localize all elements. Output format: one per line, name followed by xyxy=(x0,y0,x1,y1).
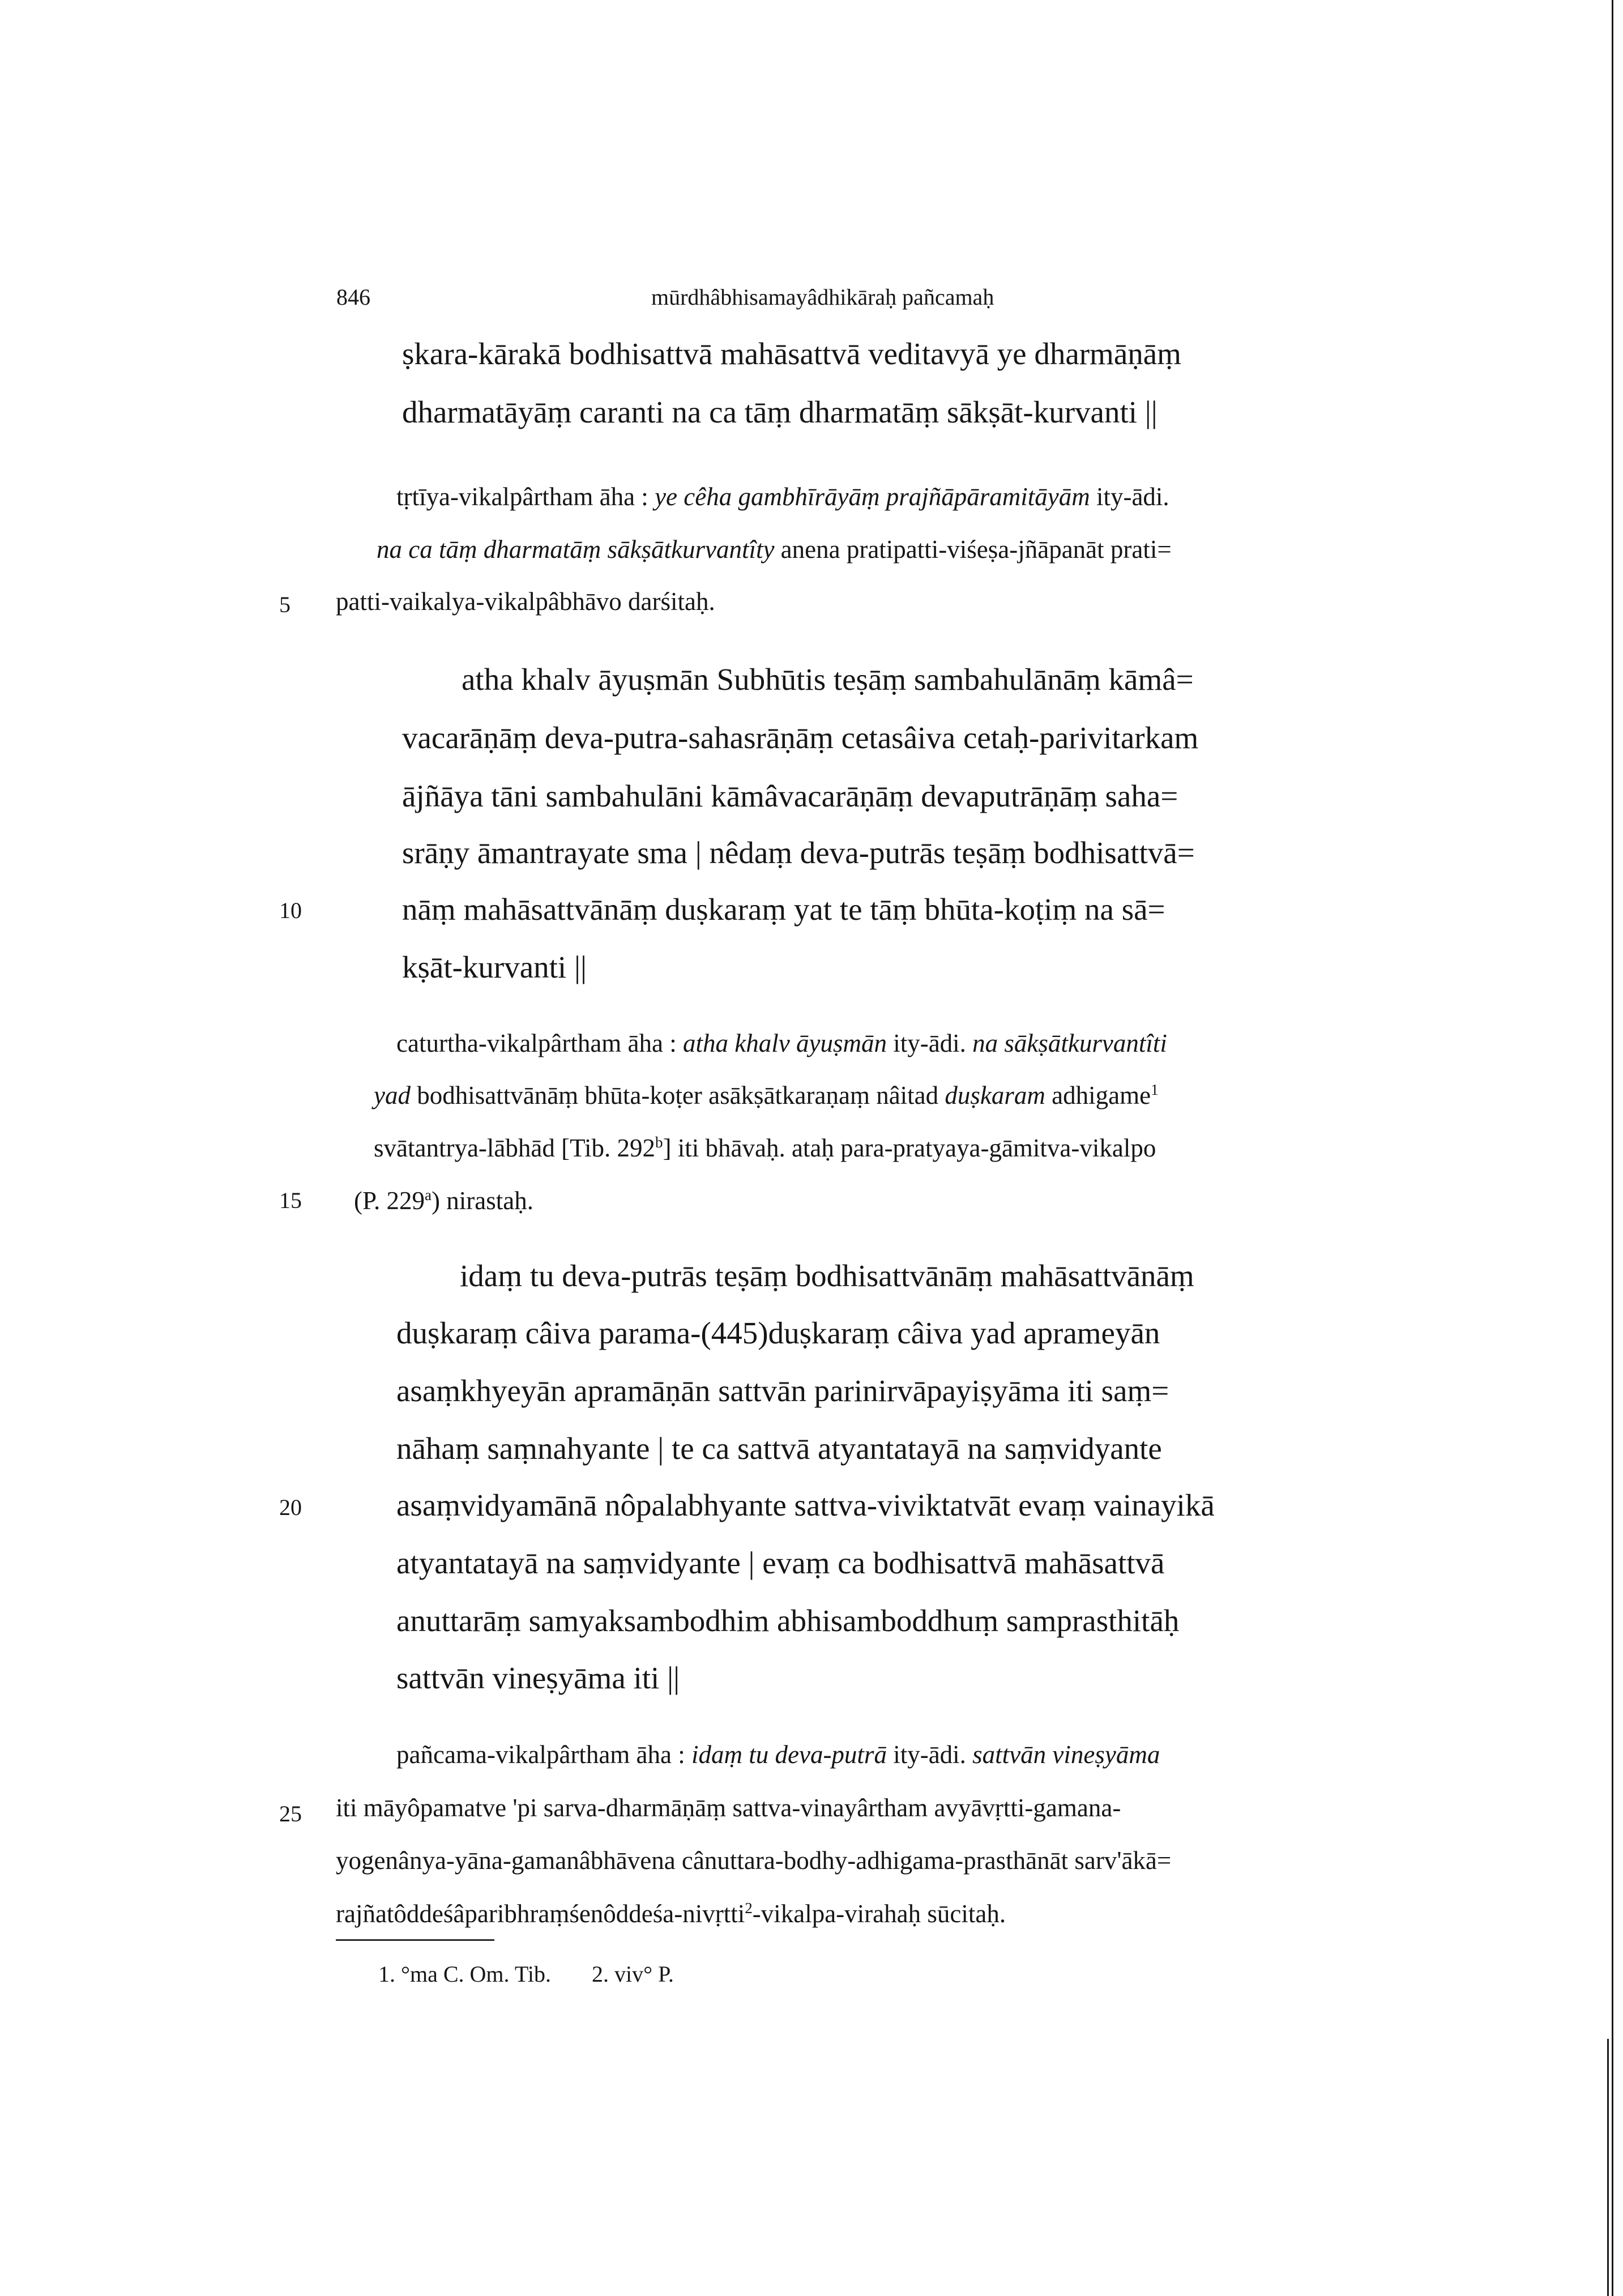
main-text-line: dharmatāyāṃ caranti na ca tāṃ dharmatāṃ sākṣāt-kurvanti || xyxy=(402,395,1158,429)
commentary-text: -vikalpa-virahaḥ sūcitaḥ. xyxy=(752,1900,1006,1928)
commentary-line xyxy=(396,1742,1160,1768)
commentary-text: caturtha-vikalpârtham āha : xyxy=(396,1029,684,1057)
commentary-quote: ye cêha gambhīrāyāṃ prajñāpāramitāyām xyxy=(655,483,1090,511)
main-text-line: sattvān vineṣyāma iti || xyxy=(396,1661,680,1695)
commentary-line xyxy=(374,1136,1156,1161)
scan-edge-line xyxy=(1607,2039,1609,2296)
commentary-text: ] iti bhāvaḥ. ataḥ para-pratyaya-gāmitva-vikalpo xyxy=(663,1134,1156,1162)
folio-marker: a xyxy=(425,1187,432,1204)
footnote-rule xyxy=(336,1939,494,1941)
commentary-quote: yad xyxy=(374,1081,411,1109)
commentary-line xyxy=(396,484,1169,510)
commentary-text: adhigame xyxy=(1045,1081,1151,1109)
line-number-25: 25 xyxy=(279,1801,302,1826)
main-text-line: ājñāya tāni sambahulāni kāmâvacarāṇāṃ devaputrāṇāṃ saha= xyxy=(402,779,1178,813)
commentary-quote: na sākṣātkurvantîti xyxy=(972,1029,1167,1057)
main-text-line: asaṃkhyeyān apramāṇān sattvān parinirvāpayiṣyāma iti saṃ= xyxy=(396,1373,1169,1408)
main-text-line: idaṃ tu deva-putrās teṣāṃ bodhisattvānāṃ mahāsattvānāṃ xyxy=(460,1258,1194,1293)
main-text-line: asaṃvidyamānā nôpalabhyante sattva-viviktatvāt evaṃ vainayikā xyxy=(396,1488,1215,1522)
commentary-text: (P. 229 xyxy=(354,1187,425,1215)
commentary-line xyxy=(396,1031,1167,1056)
commentary-line: patti-vaikalya-vikalpâbhāvo darśitaḥ. xyxy=(336,587,715,616)
commentary-text: svātantrya-lābhād [Tib. 292 xyxy=(374,1134,655,1162)
main-text-line: srāṇy āmantrayate sma | nêdaṃ deva-putrās teṣāṃ bodhisattvā= xyxy=(402,835,1195,870)
commentary-text: tṛtīya-vikalpârtham āha : xyxy=(396,483,655,511)
commentary-line xyxy=(374,1083,1159,1108)
running-title: mūrdhâbhisamayâdhikāraḥ pañcamaḥ xyxy=(651,284,994,310)
commentary-line: yogenânya-yāna-gamanâbhāvena cânuttara-bodhy-adhigama-prasthānāt sarv'ākā= xyxy=(336,1846,1172,1875)
main-text-line: nāhaṃ saṃnahyante | te ca sattvā atyantatayā na saṃvidyante xyxy=(396,1431,1162,1466)
commentary-line xyxy=(354,1188,533,1214)
commentary-line xyxy=(336,1901,1006,1927)
main-text-line: duṣkaraṃ câiva parama-(445)duṣkaraṃ câiva yad aprameyān xyxy=(396,1316,1160,1350)
commentary-text: ity-ādi. xyxy=(886,1740,973,1769)
main-text-line: atyantatayā na saṃvidyante | evaṃ ca bodhisattvā mahāsattvā xyxy=(396,1546,1165,1580)
commentary-text: ity-ādi. xyxy=(886,1029,973,1057)
commentary-quote: na ca tāṃ dharmatāṃ sākṣātkurvantîty xyxy=(377,535,775,564)
commentary-quote: sattvān vineṣyāma xyxy=(972,1740,1160,1769)
main-text-line: vacarāṇāṃ deva-putra-sahasrāṇāṃ cetasâiva cetaḥ-parivitarkam xyxy=(402,720,1199,755)
commentary-text: ity-ādi. xyxy=(1090,483,1169,511)
main-text-line: anuttarāṃ samyaksambodhim abhisamboddhuṃ samprasthitāḥ xyxy=(396,1603,1180,1638)
footnote-marker: 2 xyxy=(745,1900,753,1917)
main-text-line: ṣkara-kārakā bodhisattvā mahāsattvā veditavyā ye dharmāṇāṃ xyxy=(402,336,1181,371)
commentary-text: pañcama-vikalpârtham āha : xyxy=(396,1740,691,1769)
line-number-10: 10 xyxy=(279,898,302,923)
footnote-2: 2. viv° P. xyxy=(591,1961,674,1987)
page-number: 846 xyxy=(336,284,370,310)
commentary-text: anena pratipatti-viśeṣa-jñāpanāt prati= xyxy=(774,535,1172,564)
commentary-text: rajñatôddeśâparibhraṃśenôddeśa-nivṛtti xyxy=(336,1900,745,1928)
commentary-text: bodhisattvānāṃ bhūta-koṭer asākṣātkaraṇaṃ nâitad xyxy=(410,1081,945,1109)
line-number-15: 15 xyxy=(279,1188,302,1213)
commentary-quote: idaṃ tu deva-putrā xyxy=(691,1740,887,1769)
footnote-1: 1. °ma C. Om. Tib. xyxy=(378,1961,551,1987)
commentary-line: iti māyôpamatve 'pi sarva-dharmāṇāṃ sattva-vinayârtham avyāvṛtti-gamana- xyxy=(336,1794,1121,1822)
scan-edge-line xyxy=(1612,0,1613,2296)
main-text-line: kṣāt-kurvanti || xyxy=(402,950,587,984)
commentary-line xyxy=(377,537,1172,562)
commentary-quote: duṣkaram xyxy=(945,1081,1045,1109)
folio-marker: b xyxy=(655,1134,663,1151)
main-text-line: atha khalv āyuṣmān Subhūtis teṣāṃ sambahulānāṃ kāmâ= xyxy=(462,662,1194,697)
footnotes xyxy=(378,1963,674,1986)
main-text-line: nāṃ mahāsattvānāṃ duṣkaraṃ yat te tāṃ bhūta-koṭiṃ na sā= xyxy=(402,892,1165,927)
line-number-20: 20 xyxy=(279,1495,302,1520)
footnote-marker: 1 xyxy=(1151,1081,1159,1098)
line-number-5: 5 xyxy=(279,592,291,617)
commentary-quote: atha khalv āyuṣmān xyxy=(683,1029,887,1057)
commentary-text: ) nirastaḥ. xyxy=(432,1187,533,1215)
